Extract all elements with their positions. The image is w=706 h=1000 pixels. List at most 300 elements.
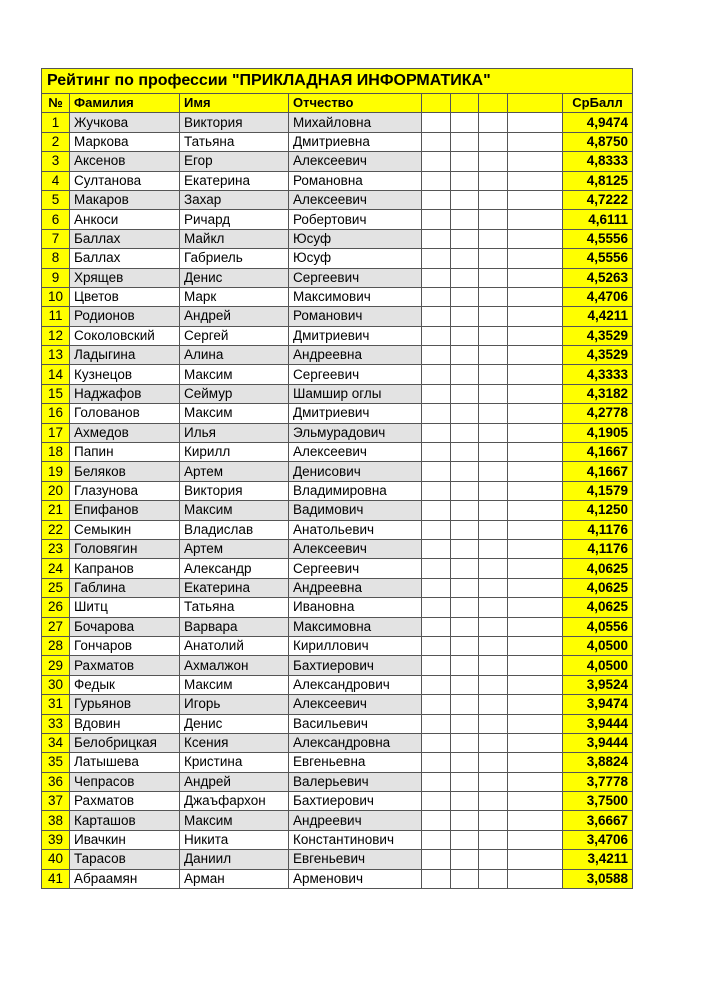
empty-cell [508, 656, 563, 675]
empty-cell [479, 326, 508, 345]
row-number: 26 [42, 598, 70, 617]
empty-cell [479, 636, 508, 655]
last-name-cell: Головягин [70, 539, 180, 558]
table-row [42, 617, 633, 636]
last-name-cell: Макаров [70, 190, 180, 209]
empty-cell [479, 501, 508, 520]
score-cell: 3,8824 [563, 753, 633, 772]
first-name-cell: Захар [180, 190, 289, 209]
table-row [42, 850, 633, 869]
empty-cell [422, 443, 451, 462]
score-cell: 4,8750 [563, 132, 633, 151]
empty-cell [508, 287, 563, 306]
first-name-cell: Кристина [180, 753, 289, 772]
table-row [42, 249, 633, 268]
first-name-cell: Ричард [180, 210, 289, 229]
table-row [42, 578, 633, 597]
last-name-cell: Бочарова [70, 617, 180, 636]
score-cell: 3,7778 [563, 772, 633, 791]
first-name-cell: Артем [180, 462, 289, 481]
patronymic-cell: Алексеевич [289, 539, 422, 558]
last-name-cell: Ладыгина [70, 346, 180, 365]
row-number: 3 [42, 152, 70, 171]
row-number: 25 [42, 578, 70, 597]
empty-cell [508, 520, 563, 539]
first-name-cell: Илья [180, 423, 289, 442]
score-cell: 4,1579 [563, 481, 633, 500]
table-row [42, 869, 633, 888]
table-row [42, 675, 633, 694]
last-name-cell: Ивачкин [70, 830, 180, 849]
empty-cell [508, 365, 563, 384]
patronymic-cell: Александровна [289, 733, 422, 752]
empty-cell [479, 598, 508, 617]
empty-cell [451, 598, 479, 617]
patronymic-cell: Сергеевич [289, 365, 422, 384]
empty-cell [422, 811, 451, 830]
patronymic-cell: Константинович [289, 830, 422, 849]
first-name-cell: Алина [180, 346, 289, 365]
empty-cell [479, 190, 508, 209]
empty-cell [451, 656, 479, 675]
first-name-cell: Екатерина [180, 171, 289, 190]
first-name-cell: Ксения [180, 733, 289, 752]
patronymic-cell: Робертович [289, 210, 422, 229]
empty-cell [508, 113, 563, 132]
score-cell: 4,0556 [563, 617, 633, 636]
empty-cell [422, 210, 451, 229]
last-name-cell: Султанова [70, 171, 180, 190]
empty-cell [479, 675, 508, 694]
table-row [42, 268, 633, 287]
empty-cell [451, 384, 479, 403]
score-cell: 4,8333 [563, 152, 633, 171]
empty-cell [451, 675, 479, 694]
table-row [42, 307, 633, 326]
empty-cell [451, 695, 479, 714]
patronymic-cell: Дмитриевна [289, 132, 422, 151]
patronymic-cell: Максимовна [289, 617, 422, 636]
score-cell: 4,7222 [563, 190, 633, 209]
row-number: 4 [42, 171, 70, 190]
patronymic-cell: Владимировна [289, 481, 422, 500]
first-name-cell: Максим [180, 811, 289, 830]
empty-cell [422, 636, 451, 655]
table-row [42, 404, 633, 423]
first-name-cell: Сеймур [180, 384, 289, 403]
last-name-cell: Шитц [70, 598, 180, 617]
score-cell: 4,0500 [563, 656, 633, 675]
patronymic-cell: Михайловна [289, 113, 422, 132]
last-name-cell: Кузнецов [70, 365, 180, 384]
row-number: 6 [42, 210, 70, 229]
row-number: 37 [42, 792, 70, 811]
first-name-cell: Арман [180, 869, 289, 888]
score-cell: 4,1176 [563, 539, 633, 558]
row-number: 39 [42, 830, 70, 849]
empty-cell [451, 617, 479, 636]
score-cell: 4,1176 [563, 520, 633, 539]
last-name-cell: Наджафов [70, 384, 180, 403]
empty-cell [422, 346, 451, 365]
empty-cell [451, 869, 479, 888]
empty-cell [451, 132, 479, 151]
table-row [42, 287, 633, 306]
last-name-cell: Белобрицкая [70, 733, 180, 752]
first-name-cell: Майкл [180, 229, 289, 248]
empty-cell [451, 539, 479, 558]
first-name-cell: Денис [180, 714, 289, 733]
row-number: 10 [42, 287, 70, 306]
row-number: 31 [42, 695, 70, 714]
rating-table [41, 68, 633, 889]
table-row [42, 598, 633, 617]
table-row [42, 462, 633, 481]
last-name-cell: Габлина [70, 578, 180, 597]
patronymic-cell: Васильевич [289, 714, 422, 733]
last-name-cell: Хрящев [70, 268, 180, 287]
empty-cell [508, 132, 563, 151]
empty-cell [479, 384, 508, 403]
empty-cell [451, 307, 479, 326]
score-cell: 4,1250 [563, 501, 633, 520]
row-number: 24 [42, 559, 70, 578]
table-row [42, 113, 633, 132]
last-name-cell: Голованов [70, 404, 180, 423]
empty-cell [422, 326, 451, 345]
empty-cell [451, 443, 479, 462]
empty-cell [479, 152, 508, 171]
row-number: 19 [42, 462, 70, 481]
empty-cell [451, 190, 479, 209]
row-number: 27 [42, 617, 70, 636]
first-name-cell: Марк [180, 287, 289, 306]
patronymic-cell: Евгеньевна [289, 753, 422, 772]
table-row [42, 365, 633, 384]
row-number: 5 [42, 190, 70, 209]
row-number: 9 [42, 268, 70, 287]
empty-cell [479, 772, 508, 791]
score-cell: 4,4211 [563, 307, 633, 326]
first-name-cell: Игорь [180, 695, 289, 714]
table-row [42, 152, 633, 171]
empty-cell [508, 443, 563, 462]
score-cell: 4,5556 [563, 229, 633, 248]
empty-cell [451, 772, 479, 791]
first-name-cell: Егор [180, 152, 289, 171]
row-number: 2 [42, 132, 70, 151]
empty-cell [422, 656, 451, 675]
empty-cell [508, 404, 563, 423]
first-name-cell: Татьяна [180, 598, 289, 617]
row-number: 33 [42, 714, 70, 733]
empty-cell [479, 443, 508, 462]
first-name-cell: Андрей [180, 772, 289, 791]
empty-cell [451, 326, 479, 345]
empty-cell [422, 578, 451, 597]
empty-cell [479, 695, 508, 714]
empty-cell [479, 229, 508, 248]
col-header-patronymic: Отчество [289, 94, 422, 113]
empty-cell [479, 753, 508, 772]
score-cell: 3,6667 [563, 811, 633, 830]
empty-cell [508, 617, 563, 636]
empty-cell [422, 365, 451, 384]
score-cell: 4,9474 [563, 113, 633, 132]
row-number: 22 [42, 520, 70, 539]
table-row [42, 792, 633, 811]
empty-cell [479, 307, 508, 326]
last-name-cell: Рахматов [70, 792, 180, 811]
row-number: 17 [42, 423, 70, 442]
empty-cell [479, 404, 508, 423]
table-row [42, 384, 633, 403]
last-name-cell: Рахматов [70, 656, 180, 675]
col-header-first-name: Имя [180, 94, 289, 113]
row-number: 40 [42, 850, 70, 869]
empty-cell [451, 753, 479, 772]
last-name-cell: Баллах [70, 249, 180, 268]
score-cell: 4,3182 [563, 384, 633, 403]
score-cell: 4,3529 [563, 346, 633, 365]
empty-cell [479, 617, 508, 636]
col-header-empty [451, 94, 479, 113]
empty-cell [508, 598, 563, 617]
first-name-cell: Андрей [180, 307, 289, 326]
empty-cell [451, 636, 479, 655]
score-cell: 3,4706 [563, 830, 633, 849]
row-number: 21 [42, 501, 70, 520]
patronymic-cell: Андреевна [289, 578, 422, 597]
table-row [42, 190, 633, 209]
empty-cell [422, 481, 451, 500]
empty-cell [422, 132, 451, 151]
last-name-cell: Маркова [70, 132, 180, 151]
empty-cell [451, 830, 479, 849]
row-number: 16 [42, 404, 70, 423]
empty-cell [479, 578, 508, 597]
empty-cell [479, 714, 508, 733]
score-cell: 3,0588 [563, 869, 633, 888]
score-cell: 4,5263 [563, 268, 633, 287]
empty-cell [422, 462, 451, 481]
empty-cell [479, 830, 508, 849]
empty-cell [479, 365, 508, 384]
last-name-cell: Папин [70, 443, 180, 462]
table-row [42, 423, 633, 442]
first-name-cell: Виктория [180, 481, 289, 500]
score-cell: 4,0625 [563, 559, 633, 578]
table-row [42, 210, 633, 229]
last-name-cell: Семыкин [70, 520, 180, 539]
empty-cell [508, 850, 563, 869]
patronymic-cell: Кириллович [289, 636, 422, 655]
empty-cell [451, 287, 479, 306]
first-name-cell: Ахмалжон [180, 656, 289, 675]
score-cell: 3,9444 [563, 733, 633, 752]
empty-cell [508, 636, 563, 655]
first-name-cell: Денис [180, 268, 289, 287]
empty-cell [479, 113, 508, 132]
patronymic-cell: Шамшир оглы [289, 384, 422, 403]
patronymic-cell: Сергеевич [289, 268, 422, 287]
table-row [42, 346, 633, 365]
empty-cell [422, 190, 451, 209]
patronymic-cell: Анатольевич [289, 520, 422, 539]
empty-cell [451, 113, 479, 132]
empty-cell [451, 850, 479, 869]
empty-cell [422, 287, 451, 306]
last-name-cell: Ахмедов [70, 423, 180, 442]
empty-cell [451, 404, 479, 423]
score-cell: 3,7500 [563, 792, 633, 811]
last-name-cell: Жучкова [70, 113, 180, 132]
last-name-cell: Епифанов [70, 501, 180, 520]
empty-cell [451, 578, 479, 597]
table-row [42, 714, 633, 733]
empty-cell [508, 539, 563, 558]
empty-cell [508, 481, 563, 500]
empty-cell [479, 287, 508, 306]
col-header-number: № [42, 94, 70, 113]
patronymic-cell: Дмитриевич [289, 404, 422, 423]
patronymic-cell: Романович [289, 307, 422, 326]
table-row [42, 501, 633, 520]
empty-cell [422, 753, 451, 772]
patronymic-cell: Денисович [289, 462, 422, 481]
empty-cell [508, 462, 563, 481]
empty-cell [479, 656, 508, 675]
patronymic-cell: Алексеевич [289, 152, 422, 171]
title-row [42, 69, 633, 94]
row-number: 28 [42, 636, 70, 655]
patronymic-cell: Евгеньевич [289, 850, 422, 869]
empty-cell [479, 792, 508, 811]
last-name-cell: Федык [70, 675, 180, 694]
empty-cell [422, 501, 451, 520]
empty-cell [508, 346, 563, 365]
score-cell: 4,1905 [563, 423, 633, 442]
score-cell: 4,1667 [563, 443, 633, 462]
empty-cell [451, 733, 479, 752]
patronymic-cell: Бахтиерович [289, 656, 422, 675]
col-header-empty [422, 94, 451, 113]
empty-cell [451, 481, 479, 500]
empty-cell [451, 714, 479, 733]
table-row [42, 656, 633, 675]
last-name-cell: Вдовин [70, 714, 180, 733]
first-name-cell: Анатолий [180, 636, 289, 655]
empty-cell [422, 617, 451, 636]
empty-cell [479, 210, 508, 229]
last-name-cell: Чепрасов [70, 772, 180, 791]
empty-cell [422, 714, 451, 733]
empty-cell [422, 539, 451, 558]
row-number: 20 [42, 481, 70, 500]
empty-cell [508, 753, 563, 772]
patronymic-cell: Андреевна [289, 346, 422, 365]
last-name-cell: Капранов [70, 559, 180, 578]
patronymic-cell: Дмитриевич [289, 326, 422, 345]
last-name-cell: Цветов [70, 287, 180, 306]
empty-cell [422, 695, 451, 714]
empty-cell [422, 830, 451, 849]
row-number: 35 [42, 753, 70, 772]
row-number: 1 [42, 113, 70, 132]
last-name-cell: Родионов [70, 307, 180, 326]
empty-cell [451, 171, 479, 190]
empty-cell [508, 675, 563, 694]
empty-cell [508, 695, 563, 714]
empty-cell [508, 559, 563, 578]
empty-cell [422, 268, 451, 287]
col-header-empty [508, 94, 563, 113]
patronymic-cell: Юсуф [289, 229, 422, 248]
table-row [42, 539, 633, 558]
empty-cell [508, 384, 563, 403]
empty-cell [479, 268, 508, 287]
empty-cell [422, 675, 451, 694]
col-header-score: СрБалл [563, 94, 633, 113]
first-name-cell: Александр [180, 559, 289, 578]
row-number: 29 [42, 656, 70, 675]
empty-cell [508, 268, 563, 287]
first-name-cell: Никита [180, 830, 289, 849]
patronymic-cell: Андреевич [289, 811, 422, 830]
row-number: 38 [42, 811, 70, 830]
empty-cell [508, 714, 563, 733]
last-name-cell: Баллах [70, 229, 180, 248]
row-number: 11 [42, 307, 70, 326]
empty-cell [451, 229, 479, 248]
row-number: 15 [42, 384, 70, 403]
score-cell: 4,0625 [563, 578, 633, 597]
empty-cell [508, 830, 563, 849]
patronymic-cell: Арменович [289, 869, 422, 888]
first-name-cell: Виктория [180, 113, 289, 132]
first-name-cell: Максим [180, 404, 289, 423]
empty-cell [422, 850, 451, 869]
row-number: 7 [42, 229, 70, 248]
empty-cell [508, 792, 563, 811]
empty-cell [422, 869, 451, 888]
empty-cell [508, 869, 563, 888]
empty-cell [508, 229, 563, 248]
patronymic-cell: Александрович [289, 675, 422, 694]
score-cell: 4,2778 [563, 404, 633, 423]
patronymic-cell: Романовна [289, 171, 422, 190]
empty-cell [479, 481, 508, 500]
empty-cell [422, 598, 451, 617]
empty-cell [451, 462, 479, 481]
table-row [42, 443, 633, 462]
page-title: Рейтинг по профессии "ПРИКЛАДНАЯ ИНФОРМАТИКА" [42, 69, 633, 94]
score-cell: 4,5556 [563, 249, 633, 268]
first-name-cell: Владислав [180, 520, 289, 539]
empty-cell [451, 152, 479, 171]
table-row [42, 830, 633, 849]
table-row [42, 171, 633, 190]
row-number: 8 [42, 249, 70, 268]
empty-cell [451, 501, 479, 520]
empty-cell [479, 346, 508, 365]
row-number: 36 [42, 772, 70, 791]
row-number: 23 [42, 539, 70, 558]
empty-cell [422, 772, 451, 791]
patronymic-cell: Алексеевич [289, 443, 422, 462]
empty-cell [422, 423, 451, 442]
empty-cell [479, 249, 508, 268]
